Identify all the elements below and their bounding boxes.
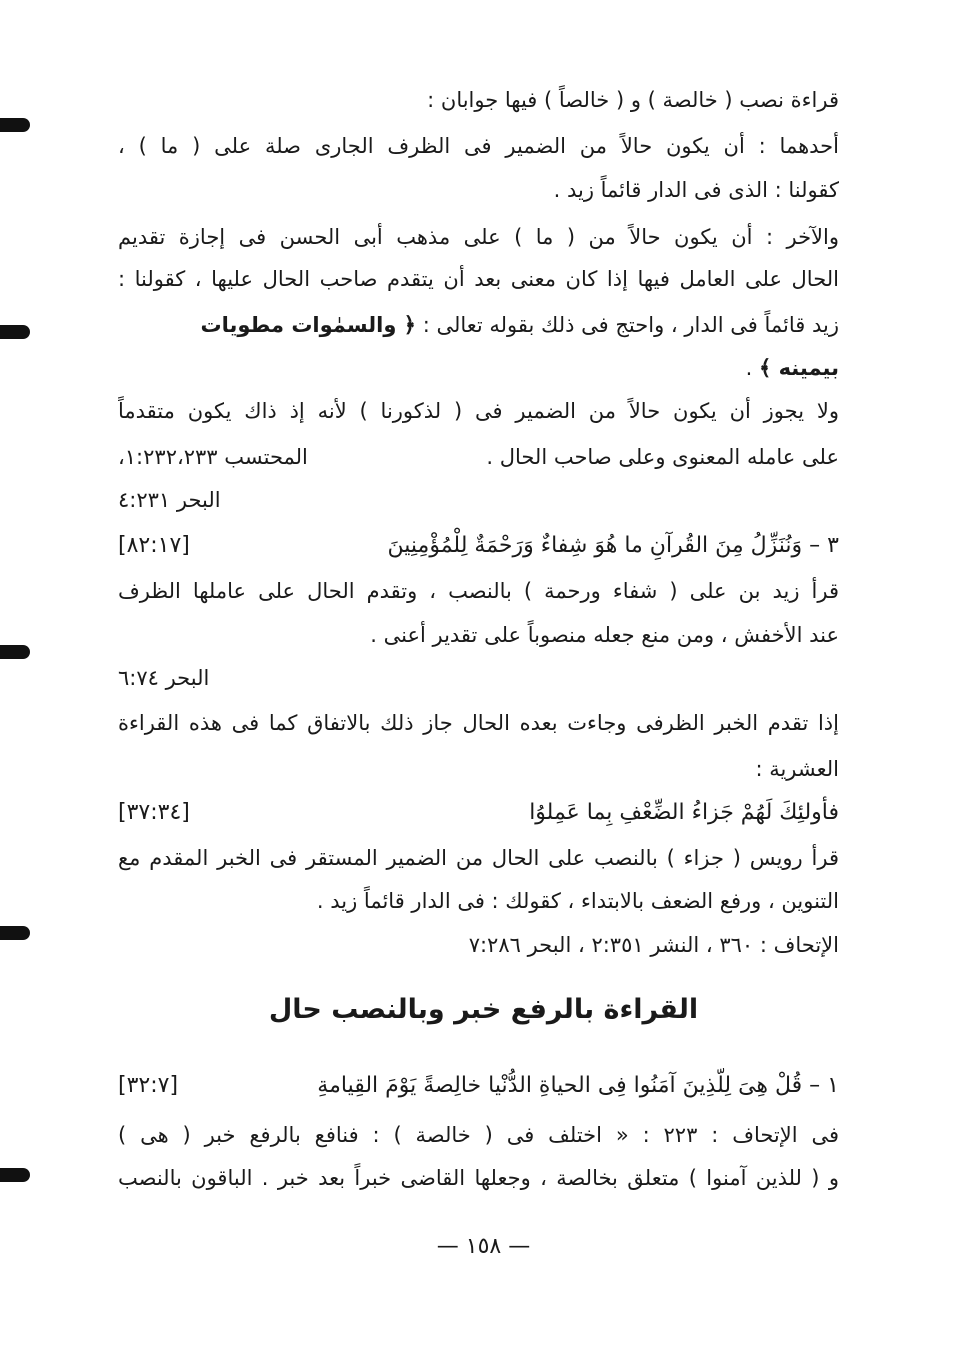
verse-reference: [٣٧:٣٤] <box>118 800 190 825</box>
text-line <box>118 484 839 516</box>
text-line: قرأ زيد بن على ( شفاء ورحمة ) بالنصب ، وتقدم الحال على عاملها الظرف <box>118 579 839 603</box>
quran-quote: بيمينه ﴾ <box>758 356 839 380</box>
reference: المحتسب ١:٢٣٢،٢٣٣، <box>118 445 308 469</box>
text-span: على عامله المعنوى وعلى صاحب الحال . <box>486 445 839 469</box>
quran-quote: ﴿ والسمٰوات مطويات <box>200 313 416 337</box>
text-line: الإتحاف : ٣٦٠ ، النشر ٢:٣٥١ ، البحر ٧:٢٨٦ <box>468 933 839 957</box>
text-span: زيد قائماً فى الدار ، واحتج فى ذلك بقوله تعالى : <box>422 313 839 337</box>
binding-mark <box>0 325 30 339</box>
verse-text: ١ – قُلْ هِىَ لِلّذِينَ آمَنُوا فِى الحياةِ الدُّنْيا خالِصةً يَوْمَ القِيامةِ <box>317 1073 839 1098</box>
text-line <box>118 441 839 473</box>
text-line: و ( للذين آمنوا ) متعلق بخالصة ، وجعلها القاضى خبراً بعد خبر . الباقون بالنصب <box>118 1166 839 1190</box>
text-line: العشرية : <box>755 757 839 781</box>
reference: البحر ٦:٧٤ <box>118 666 210 690</box>
text-line <box>118 353 839 383</box>
text-line: فى الإتحاف : ٢٢٣ : « اختلف فى ( خالصة ) : فنافع بالرفع خبر ( هى ) <box>118 1123 839 1147</box>
binding-mark <box>0 118 30 132</box>
text-line <box>118 310 839 340</box>
text-line: التنوين ، ورفع الضعف بالابتداء ، كقولك : فى الدار قائماً زيد . <box>316 889 839 913</box>
text-line: الحال على العامل فيها إذا كان معنى بعد أن يتقدم صاحب الحال عليها ، كقولنا : <box>118 267 839 291</box>
text-line <box>118 662 839 694</box>
text-line: والآخر : أن يكون حالاً من ( ما ) على مذهب أبى الحسن فى إجازة تقديم <box>118 225 839 249</box>
verse-text: فأولئِكَ لَهُمْ جَزاءُ الضِّعْفِ بِما عَمِلوُا <box>529 800 839 825</box>
verse-line <box>118 797 839 829</box>
binding-mark <box>0 926 30 940</box>
text-line: إذا تقدم الخبر الظرفى وجاءت بعده الحال جاز ذلك بالاتفاق كما فى هذه القراءة <box>118 711 839 735</box>
verse-line <box>118 530 839 562</box>
text-line: أحدهما : أن يكون حالاً من الضمير فى الظرف الجارى صلة على ( ما ) ، <box>118 134 839 158</box>
reference: البحر ٤:٢٣١ <box>118 488 221 512</box>
text-line: قرأ رويس ( جزاء ) بالنصب على الحال من الضمير المستقر فى الخبر المقدم مع <box>118 846 839 870</box>
binding-mark <box>0 645 30 659</box>
verse-reference: [٨٢:١٧] <box>118 533 190 558</box>
verse-text: ٣ – وَنُنَزِّلُ مِنَ القُرآنِ ما هُوَ شِفاءٌ وَرَحْمَةٌ لِلْمُؤْمِنِينَ <box>387 533 839 558</box>
binding-mark <box>0 1168 30 1182</box>
verse-line <box>118 1070 839 1102</box>
verse-reference: [٣٢:٧] <box>118 1073 179 1098</box>
text-line: كقولنا : الذى فى الدار قائماً زيد . <box>553 178 839 202</box>
page-number: — ١٥٨ — <box>436 1234 531 1259</box>
text-line: عند الأخفش ، ومن منع جعله منصوباً على تقدير أعنى . <box>370 623 839 647</box>
section-heading: القراءة بالرفع خبر وبالنصب حال <box>268 994 699 1025</box>
text-line: قراءة نصب ( خالصة ) و ( خالصاً ) فيها جوابان : <box>427 88 839 112</box>
text-span: . <box>745 356 759 380</box>
text-line: ولا يجوز أن يكون حالاً من الضمير فى ( لذكورنا ) لأنه إذ ذاك يكون متقدماً <box>118 399 839 423</box>
